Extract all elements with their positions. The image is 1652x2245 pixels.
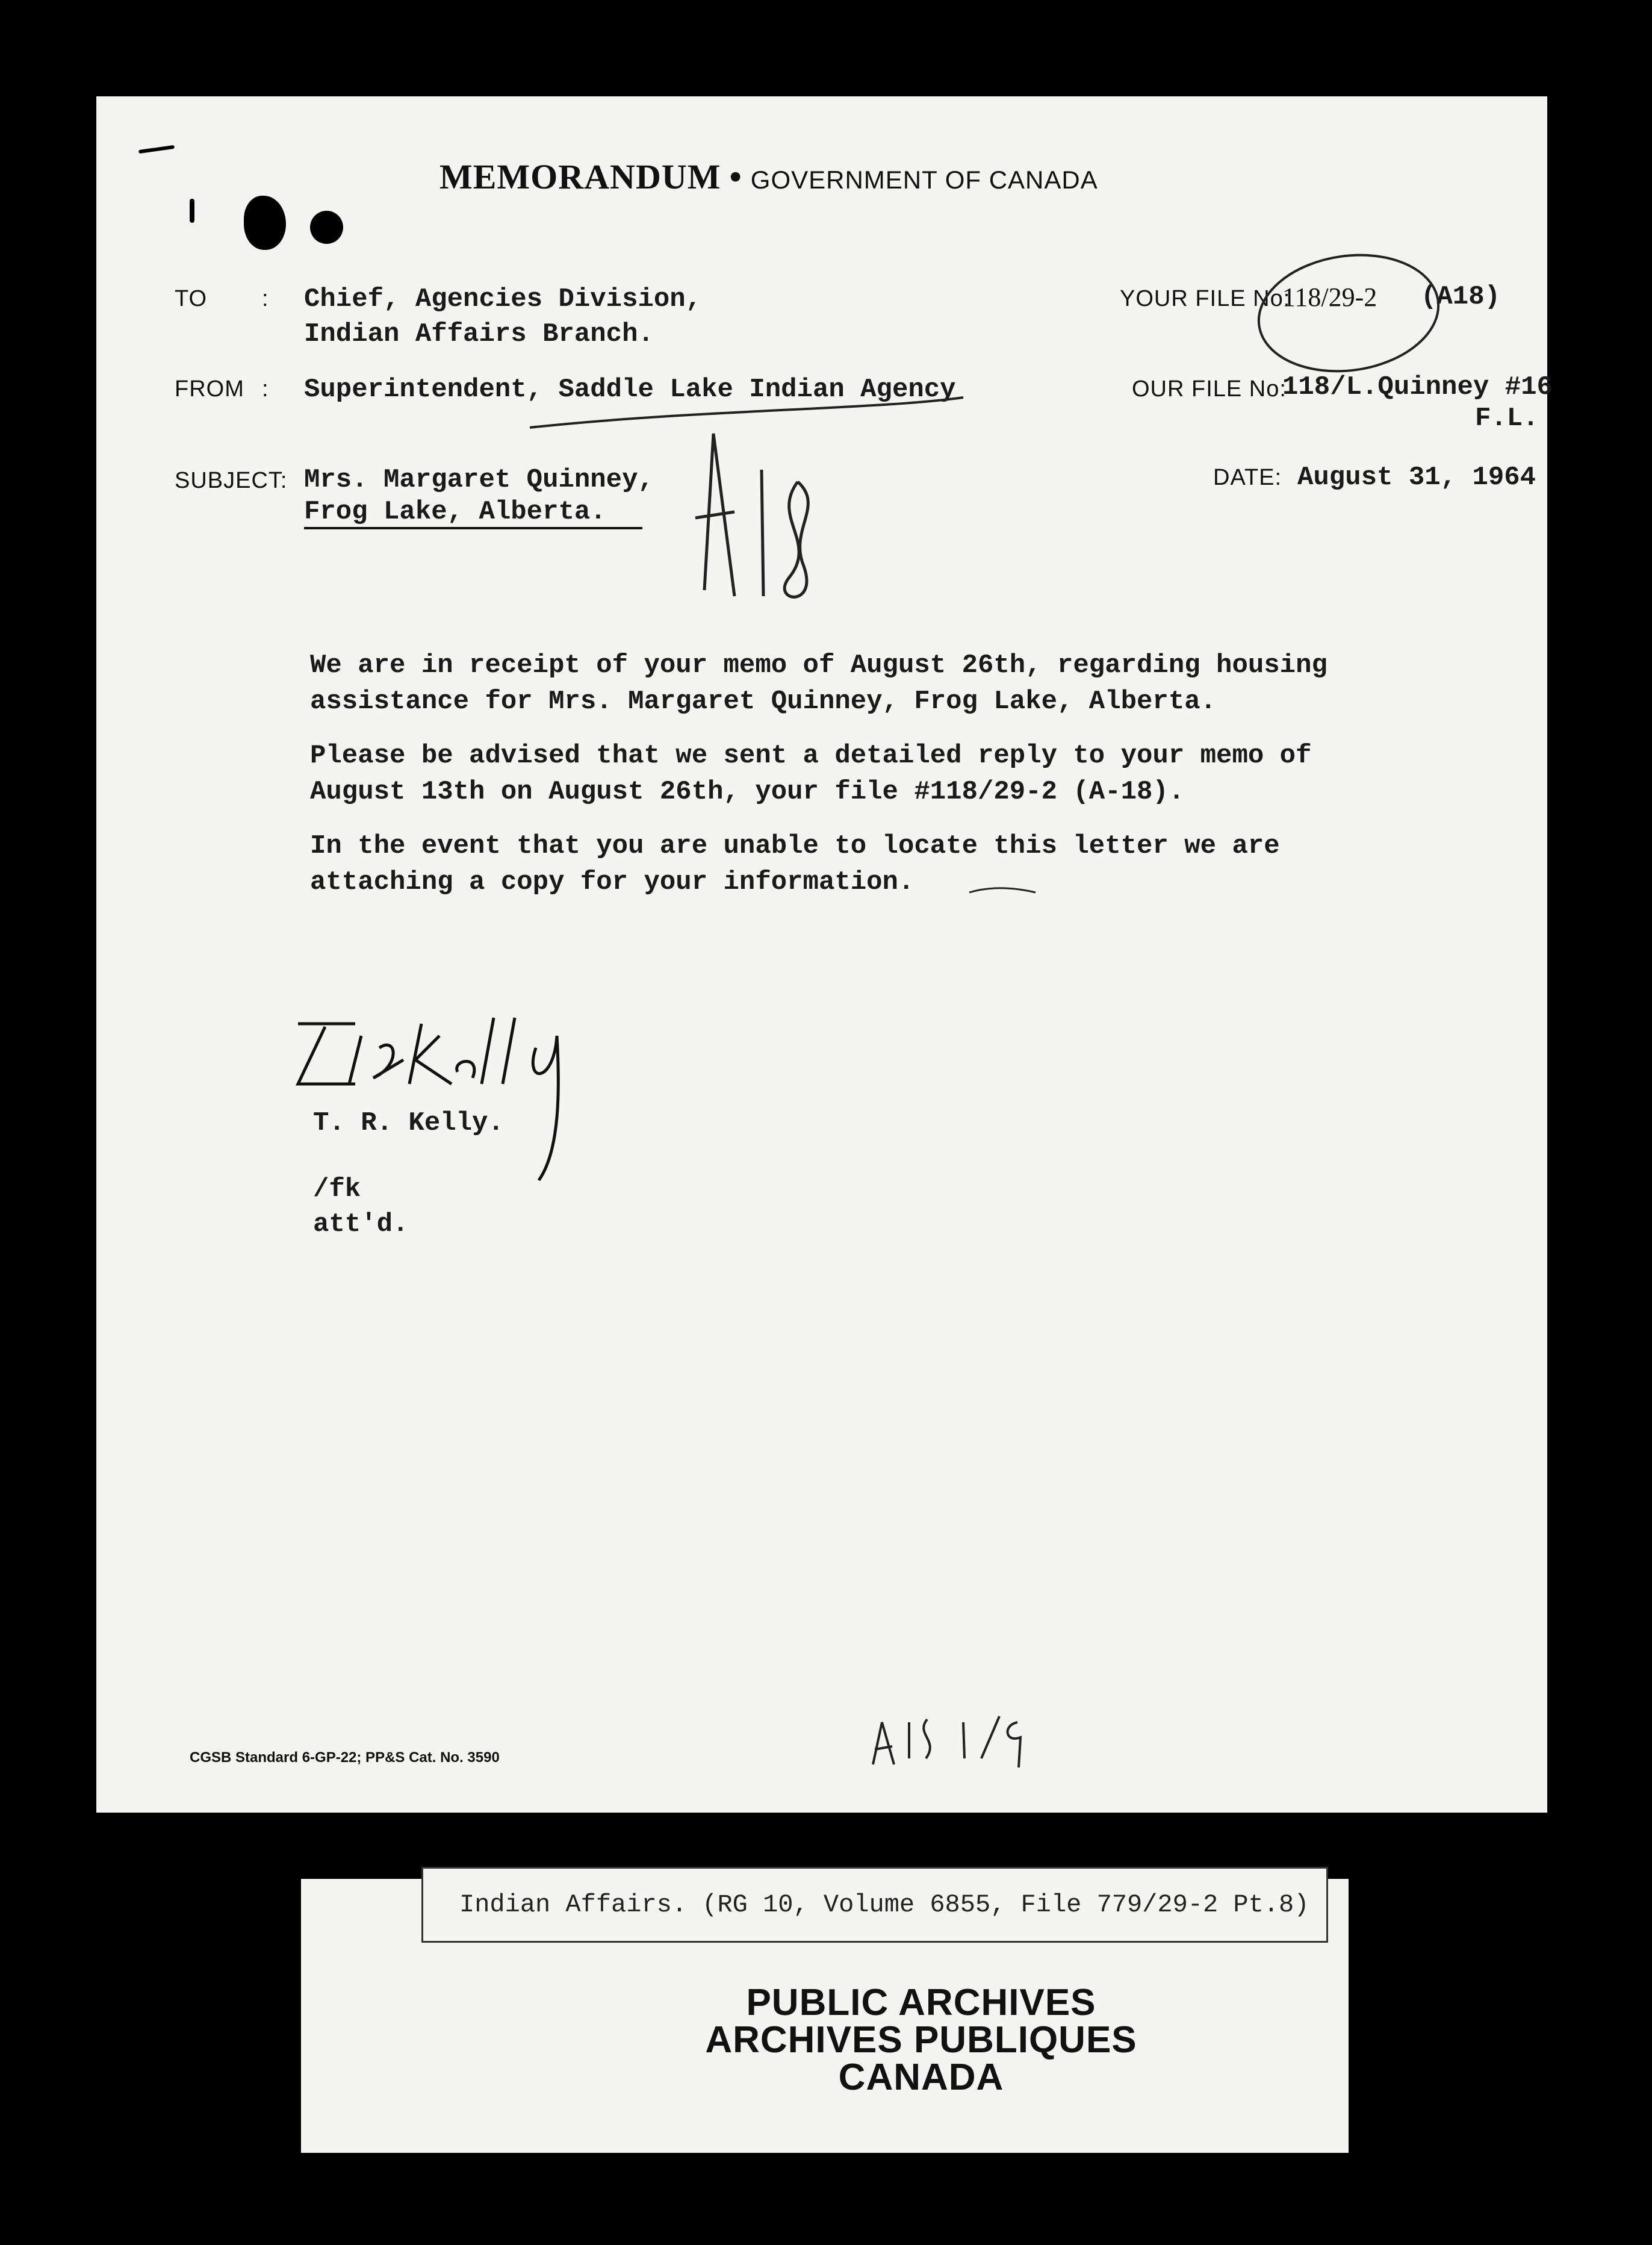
subject-line-2: Frog Lake, Alberta. [304,497,642,529]
attachment-note: att'd. [313,1209,409,1239]
handwritten-a18 [784,482,808,597]
connector-pen-line [530,397,963,428]
archive-caption: Indian Affairs. (RG 10, Volume 6855, File 779/29-2 Pt.8) [459,1890,1309,1919]
date-value: August 31, 1964 [1297,462,1536,493]
handwritten-marks [96,96,1547,1813]
to-label: TO [175,286,208,311]
our-file-value: 118/L.Quinney #16 [1282,372,1553,402]
header-organization: GOVERNMENT OF CANADA [750,166,1098,194]
archive-caption-box [421,1867,1328,1943]
your-file-label: YOUR FILE No: [1120,286,1291,311]
handwritten-footer-mark [963,1716,1020,1767]
archive-line-1: PUBLIC ARCHIVES [746,1982,1096,2023]
memo-title: MEMORANDUM [439,157,721,196]
header-bullet: • [729,157,742,196]
archive-line-3: CANADA [838,2057,1004,2098]
from-value: Superintendent, Saddle Lake Indian Agency [304,375,956,405]
from-colon: : [262,376,269,402]
paragraph-2-line-1: Please be advised that we sent a detailed reply to your memo of [310,741,1312,771]
paragraph-1-line-1: We are in receipt of your memo of August 26th, regarding housing [310,650,1328,680]
your-file-extra: (A18) [1421,282,1501,312]
paragraph-2-line-2: August 13th on August 26th, your file #118/29-2 (A-18). [310,777,1185,807]
to-line-1: Chief, Agencies Division, [304,284,702,314]
archive-stamp [602,1984,1240,2096]
handwritten-a18 [695,434,734,596]
to-colon: : [262,286,269,311]
subject-label: SUBJECT: [175,468,288,493]
subject-line-1: Mrs. Margaret Quinney, [304,465,654,495]
handwritten-a18 [762,470,763,596]
signature-mark [298,1018,558,1180]
typist-initials: /fk [313,1174,361,1204]
our-file-label: OUR FILE No: [1132,376,1287,402]
paragraph-1-line-2: assistance for Mrs. Margaret Quinney, Frog Lake, Alberta. [310,687,1217,717]
to-line-2: Indian Affairs Branch. [304,319,654,349]
our-file-extra: F.L. [1475,403,1539,434]
date-label: DATE: [1213,465,1282,490]
from-label: FROM [175,376,244,402]
memo-page [96,96,1553,1813]
file-circle-mark [1251,244,1446,382]
form-standard-note: CGSB Standard 6-GP-22; PP&S Cat. No. 3590 [190,1749,500,1766]
paragraph-3-line-1: In the event that you are unable to locate this letter we are [310,831,1280,861]
handwritten-footer-mark [873,1719,930,1764]
paragraph-3-line-2: attaching a copy for your information. [310,867,914,897]
signer-name: T. R. Kelly. [313,1108,504,1138]
archive-line-2: ARCHIVES PUBLIQUES [705,2019,1137,2061]
your-file-value: 118/29-2 [1282,282,1377,312]
